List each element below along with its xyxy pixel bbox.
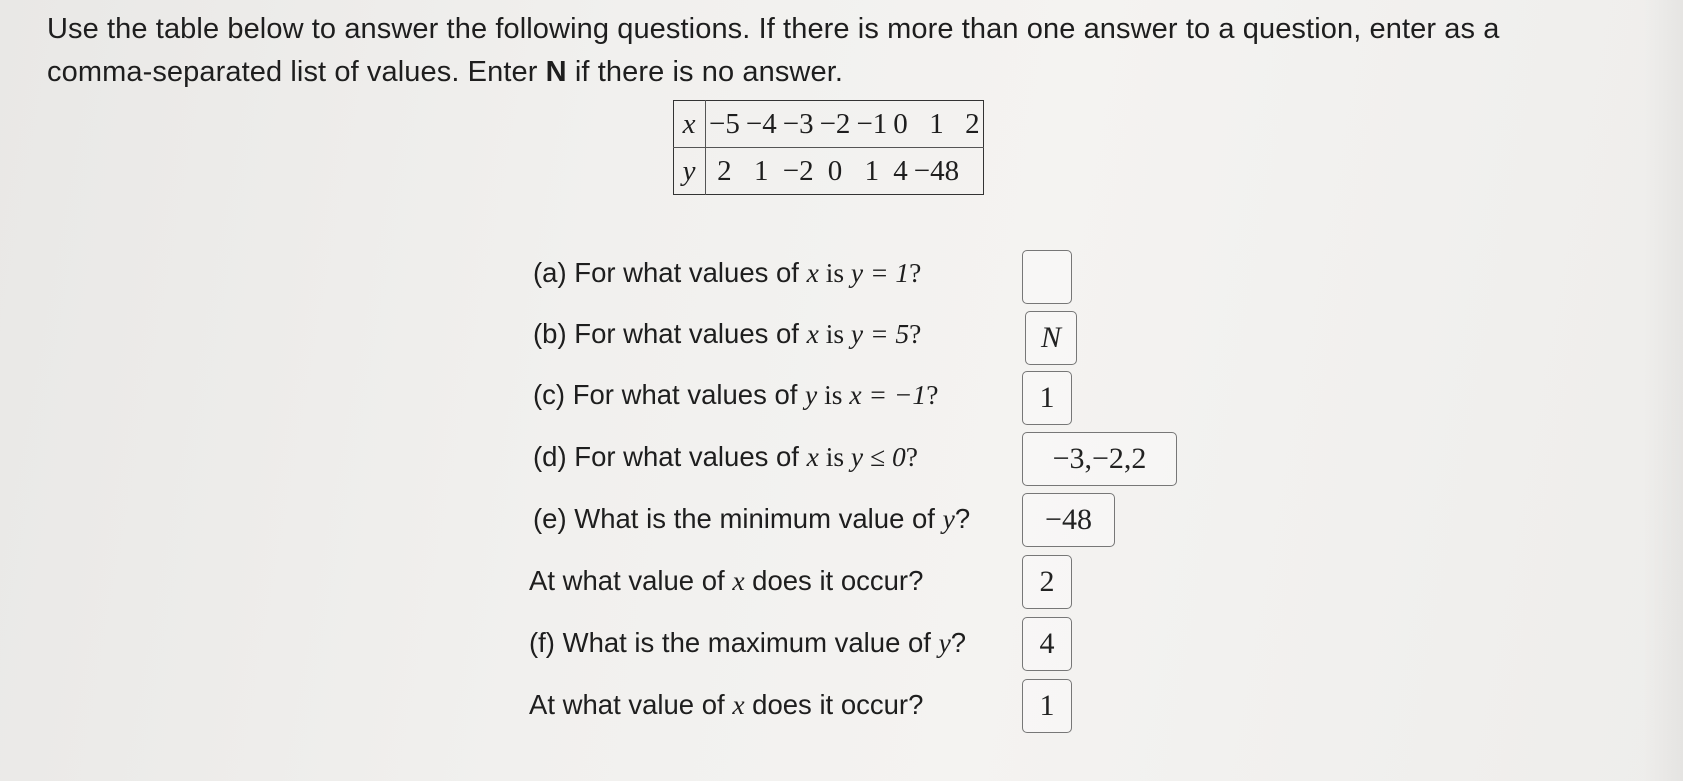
question-label: (a) xyxy=(533,257,567,288)
instructions-bold-n: N xyxy=(545,56,567,88)
question-text: is xyxy=(818,441,851,472)
table-cell: −4 xyxy=(743,101,780,148)
table-cell: −1 xyxy=(853,101,890,148)
question-var: x xyxy=(806,257,819,288)
question-text: ? xyxy=(926,379,939,410)
answer-c-input[interactable]: 1 xyxy=(1022,371,1072,425)
table-cell: 4 xyxy=(893,154,908,187)
question-text: ? xyxy=(905,441,918,472)
question-var: x xyxy=(806,318,819,349)
table-cell: 1 xyxy=(911,101,962,148)
table-cell: 1 xyxy=(864,154,880,187)
question-text: What is the maximum value of xyxy=(562,627,939,658)
table-cell: 0 xyxy=(890,101,911,148)
question-text: ? xyxy=(950,627,967,658)
question-text: is xyxy=(818,318,851,349)
answer-e-occur-input[interactable]: 2 xyxy=(1022,555,1072,609)
question-var: x xyxy=(732,689,745,720)
question-var: y xyxy=(805,379,818,410)
instructions-line-1: Use the table below to answer the following questions. If there is more than one answer to a question, enter as a xyxy=(47,13,1500,45)
question-text: At what value of xyxy=(529,689,733,720)
question-text: For what values of xyxy=(574,257,807,288)
question-text: does it occur? xyxy=(744,689,924,720)
page-shadow xyxy=(1643,0,1683,781)
answer-e-input[interactable]: −48 xyxy=(1022,493,1115,547)
table-cell: −2 xyxy=(817,101,854,148)
question-b xyxy=(533,318,921,350)
answer-d-input[interactable]: −3,−2,2 xyxy=(1022,432,1177,486)
table-cell: 2 xyxy=(717,154,732,187)
question-label: (e) xyxy=(533,503,567,534)
question-f xyxy=(529,627,966,659)
instructions-text-end: if there is no answer. xyxy=(566,56,844,88)
question-label: (f) xyxy=(529,627,555,658)
question-f-occur xyxy=(529,689,923,721)
question-condition: y = 1 xyxy=(850,257,910,288)
table-row-y xyxy=(674,148,984,195)
table-cell xyxy=(962,148,983,195)
table-cell: −3 xyxy=(780,101,817,148)
question-text: ? xyxy=(909,257,922,288)
question-text: For what values of xyxy=(574,318,807,349)
question-text: is xyxy=(818,257,851,288)
table-row-x xyxy=(674,101,984,148)
table-header-x: x xyxy=(674,101,706,148)
table-cell: 1 xyxy=(754,154,769,187)
question-text: At what value of xyxy=(529,565,733,596)
question-condition: y = 5 xyxy=(850,318,910,349)
question-text: does it occur? xyxy=(744,565,924,596)
question-d xyxy=(533,441,918,473)
table-cell: 0 xyxy=(827,154,843,187)
question-text: For what values of xyxy=(574,441,807,472)
question-text: ? xyxy=(954,503,971,534)
question-e xyxy=(533,503,970,535)
instructions-text: comma-separated list of values. Enter xyxy=(47,56,546,88)
question-label: (c) xyxy=(533,379,566,410)
table-header-y: y xyxy=(674,148,706,195)
question-text: ? xyxy=(909,318,922,349)
answer-f-input[interactable]: 4 xyxy=(1022,617,1072,671)
question-text: What is the minimum value of xyxy=(574,503,943,534)
table-cell: 2 xyxy=(962,101,983,148)
question-e-occur xyxy=(529,565,923,597)
instructions xyxy=(47,8,1647,94)
question-var: y xyxy=(942,503,955,534)
answer-f-occur-input[interactable]: 1 xyxy=(1022,679,1072,733)
question-text: is xyxy=(817,379,850,410)
question-label: (d) xyxy=(533,441,567,472)
question-c xyxy=(533,379,938,411)
value-table xyxy=(673,100,984,195)
table-cell: −2 xyxy=(782,154,814,187)
instructions-line-2 xyxy=(47,51,1647,94)
question-condition: x = −1 xyxy=(849,379,927,410)
question-var: x xyxy=(806,441,819,472)
question-var: y xyxy=(938,627,951,658)
table-cell: −5 xyxy=(706,101,743,148)
question-condition: y ≤ 0 xyxy=(850,441,906,472)
question-var: x xyxy=(732,565,745,596)
answer-b-input[interactable]: N xyxy=(1025,311,1077,365)
answer-a-input[interactable] xyxy=(1022,250,1072,304)
question-a xyxy=(533,257,921,289)
question-text: For what values of xyxy=(572,379,806,410)
table-cell: −48 xyxy=(913,154,960,187)
question-label: (b) xyxy=(533,318,567,349)
